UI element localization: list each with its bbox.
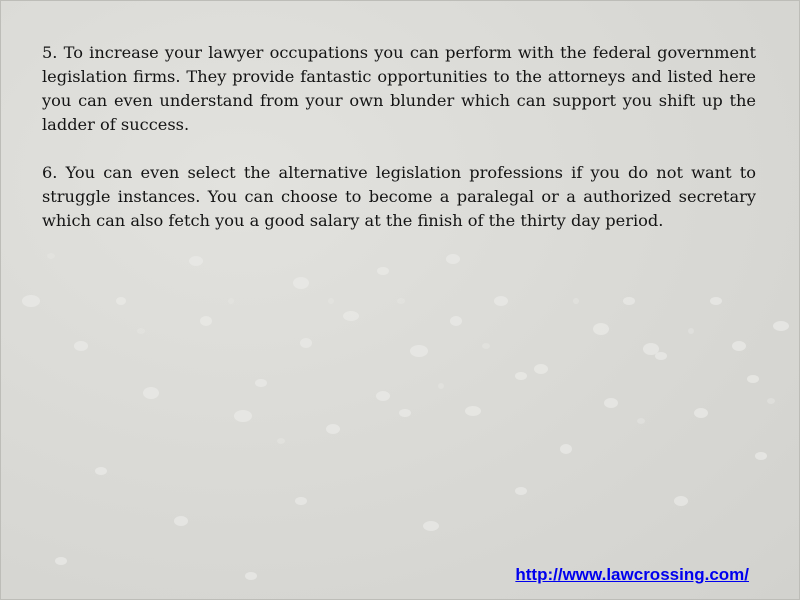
lawcrossing-link[interactable]: http://www.lawcrossing.com/ xyxy=(515,565,749,584)
paragraph-6: 6. You can even select the alternative legislation professions if you do not want to struggle instances. You can choose to become a paralegal or a authorized secretary which can also fetch you a good salary at the finish of the thirty day period. xyxy=(42,163,756,230)
paragraph-5: 5. To increase your lawyer occupations you can perform with the federal government legislation firms. They provide fantastic opportunities to the attorneys and listed here you can even understand from your own blunder which can support you shift up the ladder of success. xyxy=(42,43,756,134)
slide-body xyxy=(42,41,756,233)
